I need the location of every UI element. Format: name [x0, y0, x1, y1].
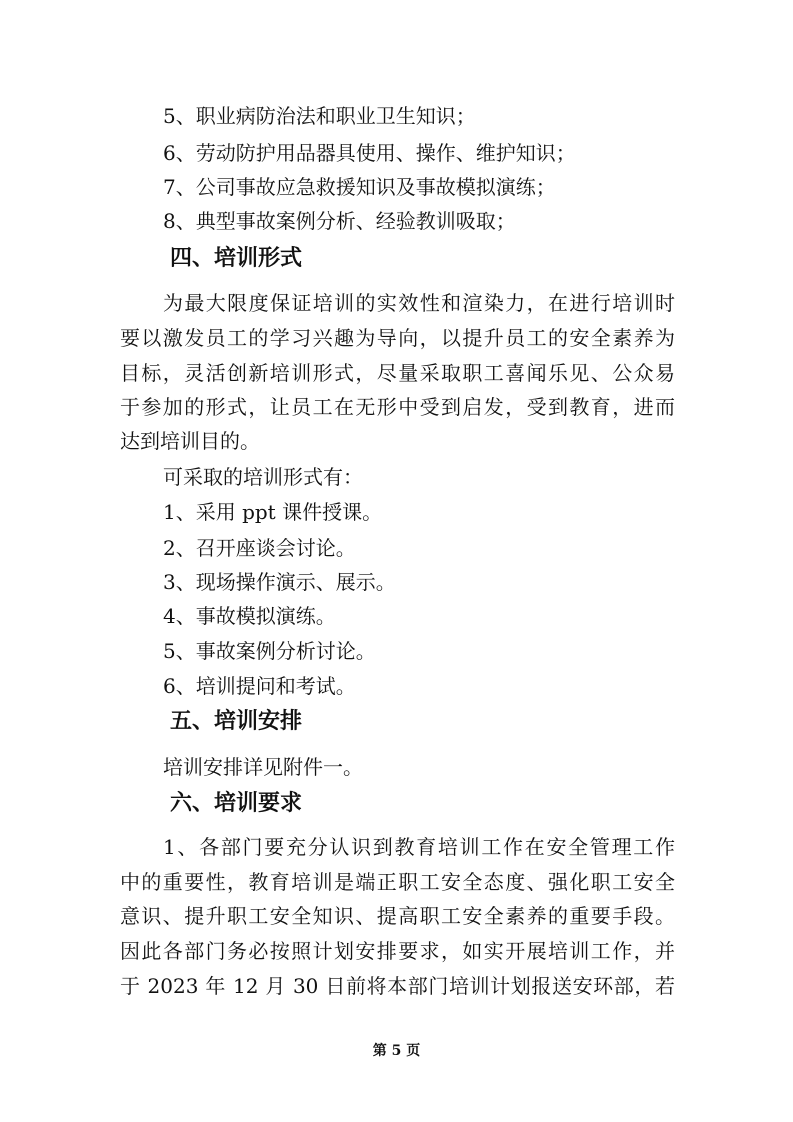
- paragraph-line: 达到培训目的。: [120, 429, 260, 453]
- paragraph-line: 可采取的培训形式有：: [163, 465, 363, 489]
- list-item: 6、劳动防护用品器具使用、操作、维护知识；: [163, 141, 576, 165]
- paragraph-line: 要以激发员工的学习兴趣为导向，以提升员工的安全素养为: [120, 326, 675, 350]
- page-number: 第 5 页: [372, 1043, 421, 1059]
- paragraph-line: 目标，灵活创新培训形式，尽量采取职工喜闻乐见、公众易: [120, 361, 675, 385]
- list-item: 6、培训提问和考试。: [163, 674, 356, 698]
- section-heading: 四、培训形式: [170, 246, 303, 271]
- section-heading: 六、培训要求: [170, 791, 303, 816]
- list-item: 2、召开座谈会讨论。: [163, 536, 356, 560]
- list-item: 5、事故案例分析讨论。: [163, 639, 376, 663]
- paragraph-line: 培训安排详见附件一。: [163, 755, 363, 779]
- paragraph-line: 于 2023 年 12 月 30 日前将本部门培训计划报送安环部，若: [120, 974, 675, 998]
- paragraph-line: 于参加的形式，让员工在无形中受到启发，受到教育，进而: [120, 395, 675, 419]
- list-item: 1、采用 ppt 课件授课。: [163, 500, 383, 524]
- section-heading: 五、培训安排: [170, 709, 303, 734]
- list-item: 7、公司事故应急救援知识及事故模拟演练；: [163, 175, 556, 199]
- list-item: 8、典型事故案例分析、经验教训吸取；: [163, 209, 516, 233]
- list-item: 4、事故模拟演练。: [163, 604, 336, 628]
- paragraph-line: 为最大限度保证培训的实效性和渲染力，在进行培训时: [163, 291, 675, 315]
- list-item: 3、现场操作演示、展示。: [163, 570, 396, 594]
- list-item: 5、职业病防治法和职业卫生知识；: [163, 104, 476, 128]
- paragraph-line: 1、各部门要充分认识到教育培训工作在安全管理工作: [163, 835, 675, 859]
- paragraph-line: 因此各部门务必按照计划安排要求，如实开展培训工作，并: [120, 939, 675, 963]
- paragraph-line: 意识、提升职工安全知识、提高职工安全素养的重要手段。: [120, 904, 675, 928]
- paragraph-line: 中的重要性，教育培训是端正职工安全态度、强化职工安全: [120, 870, 675, 894]
